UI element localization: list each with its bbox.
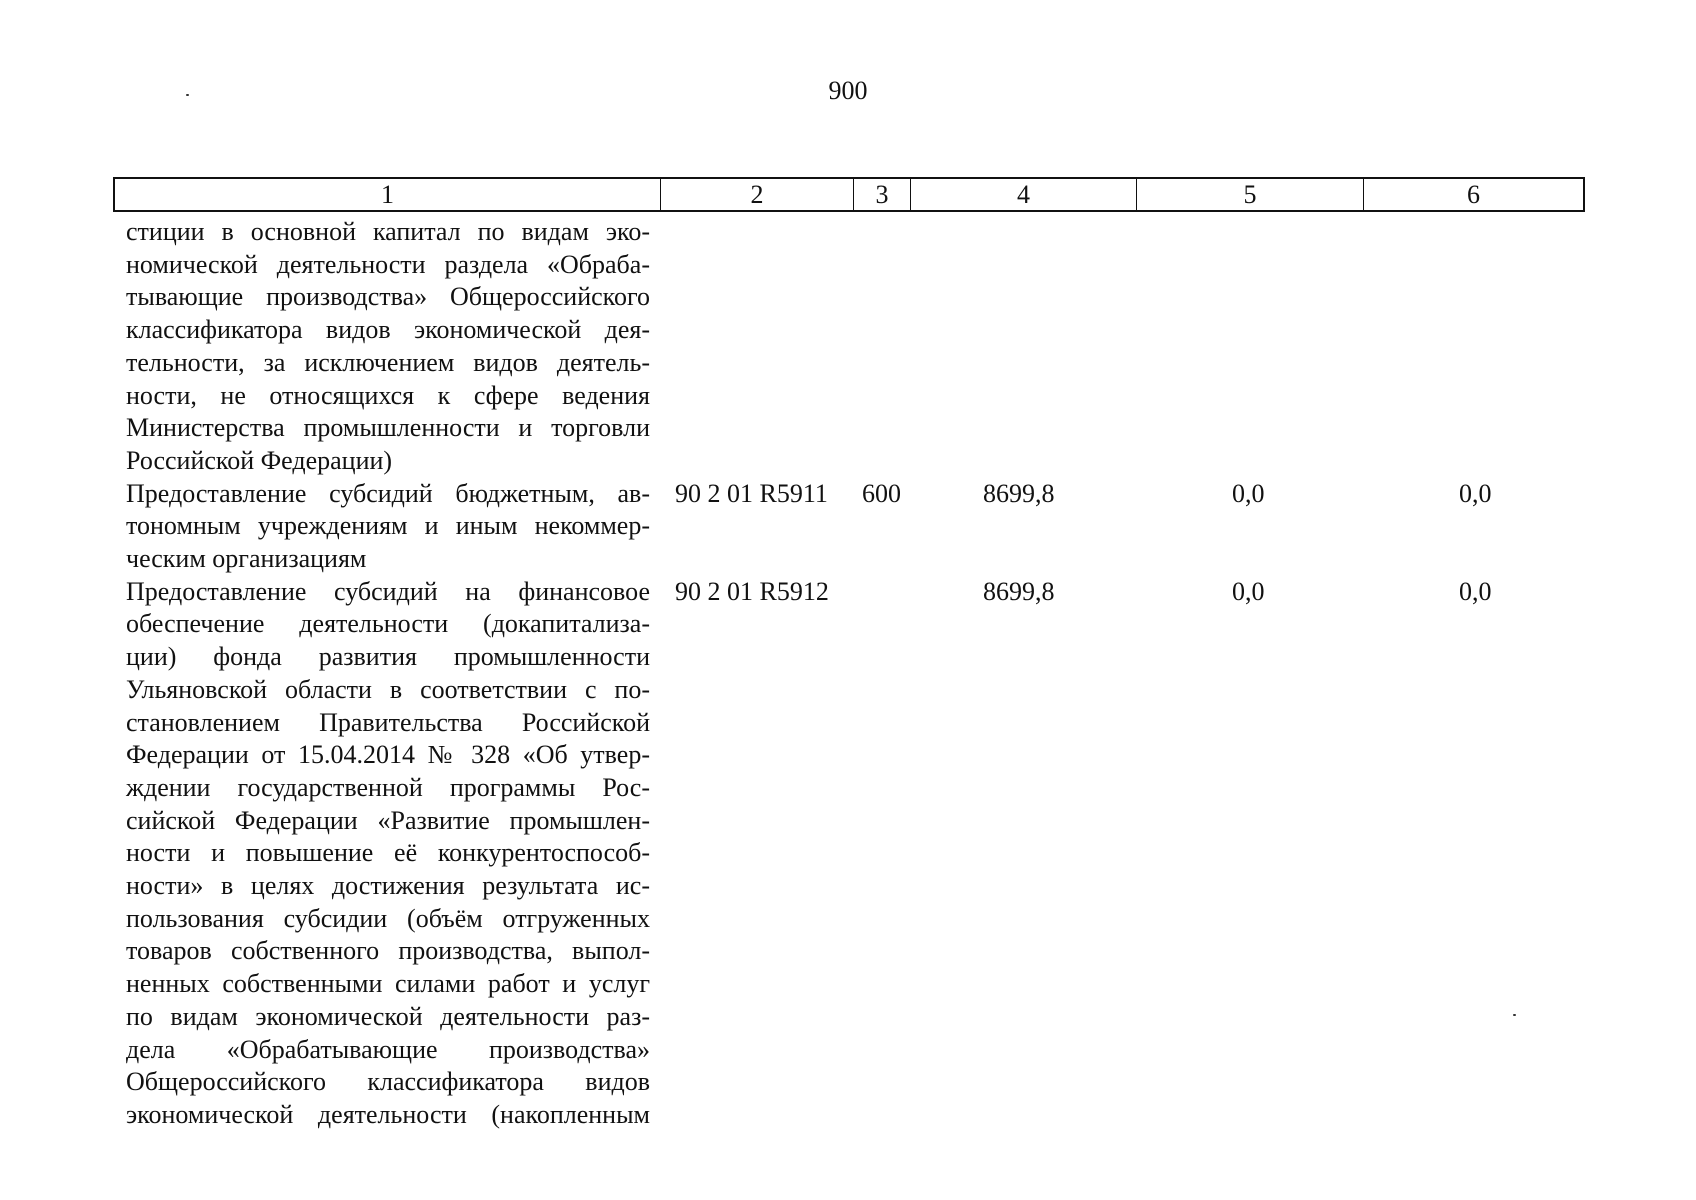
row-description bbox=[126, 216, 650, 478]
description-line: ческим организациям bbox=[126, 544, 367, 574]
description-line: Министерства промышленности и торговли bbox=[126, 413, 650, 443]
value-col-4: 8699,8 bbox=[983, 478, 1055, 508]
description-line: обеспечение деятельности (докапитализа- bbox=[126, 609, 650, 639]
description-line: становлением Правительства Российской bbox=[126, 707, 650, 737]
header-col-4: 4 bbox=[911, 179, 1137, 210]
description-line: ности и повышение её конкурентоспособ- bbox=[126, 838, 650, 868]
value-col-4: 8699,8 bbox=[983, 576, 1055, 606]
description-line: номической деятельности раздела «Обраба- bbox=[126, 249, 650, 279]
scan-speck bbox=[186, 94, 189, 96]
description-line: Федерации от 15.04.2014 № 328 «Об утвер- bbox=[126, 740, 650, 770]
page-number: 900 bbox=[828, 76, 868, 105]
column-number-header bbox=[113, 177, 1585, 212]
header-col-1: 1 bbox=[115, 179, 661, 210]
description-line: Предоставление субсидий на финансовое bbox=[126, 576, 650, 606]
description-line: ности, не относящихся к сфере ведения bbox=[126, 380, 650, 410]
value-col-5: 0,0 bbox=[1232, 478, 1265, 508]
row-description bbox=[126, 576, 650, 1132]
description-line: по видам экономической деятельности раз- bbox=[126, 1001, 650, 1031]
table-row bbox=[0, 576, 1696, 1132]
description-line: ждении государственной программы Рос- bbox=[126, 772, 650, 802]
table-body bbox=[0, 216, 1696, 1132]
expense-kind: 600 bbox=[862, 478, 901, 508]
value-col-6: 0,0 bbox=[1459, 478, 1492, 508]
description-line: Предоставление субсидий бюджетным, ав- bbox=[126, 478, 650, 508]
budget-code: 90 2 01 R5911 bbox=[675, 478, 828, 508]
header-col-5: 5 bbox=[1137, 179, 1364, 210]
description-line: тономным учреждениям и иным некоммер- bbox=[126, 511, 650, 541]
description-line: тывающие производства» Общероссийского bbox=[126, 282, 650, 312]
value-col-6: 0,0 bbox=[1459, 576, 1492, 606]
description-line: Общероссийского классификатора видов bbox=[126, 1067, 650, 1097]
description-line: ненных собственными силами работ и услуг bbox=[126, 969, 650, 999]
description-line: дела «Обрабатывающие производства» bbox=[126, 1034, 650, 1064]
description-line: Российской Федерации) bbox=[126, 445, 393, 475]
header-col-6: 6 bbox=[1467, 180, 1480, 209]
description-line: тельности, за исключением видов деятель- bbox=[126, 347, 650, 377]
row-description bbox=[126, 478, 650, 576]
description-line: экономической деятельности (накопленным bbox=[126, 1099, 650, 1129]
description-line: сийской Федерации «Развитие промышлен- bbox=[126, 805, 650, 835]
table-row bbox=[0, 478, 1696, 576]
description-line: пользования субсидии (объём отгруженных bbox=[126, 903, 650, 933]
value-col-5: 0,0 bbox=[1232, 576, 1265, 606]
description-line: товаров собственного производства, выпол- bbox=[126, 936, 650, 966]
description-line: ции) фонда развития промышленности bbox=[126, 642, 650, 672]
header-col-2: 2 bbox=[661, 179, 854, 210]
header-col-3: 3 bbox=[854, 179, 911, 210]
description-line: стиции в основной капитал по видам эко- bbox=[126, 217, 650, 246]
description-line: классификатора видов экономической дея- bbox=[126, 315, 650, 345]
description-line: Ульяновской области в соответствии с по- bbox=[126, 674, 650, 704]
budget-code: 90 2 01 R5912 bbox=[675, 576, 829, 606]
table-row bbox=[0, 216, 1696, 478]
description-line: ности» в целях достижения результата ис- bbox=[126, 871, 650, 901]
